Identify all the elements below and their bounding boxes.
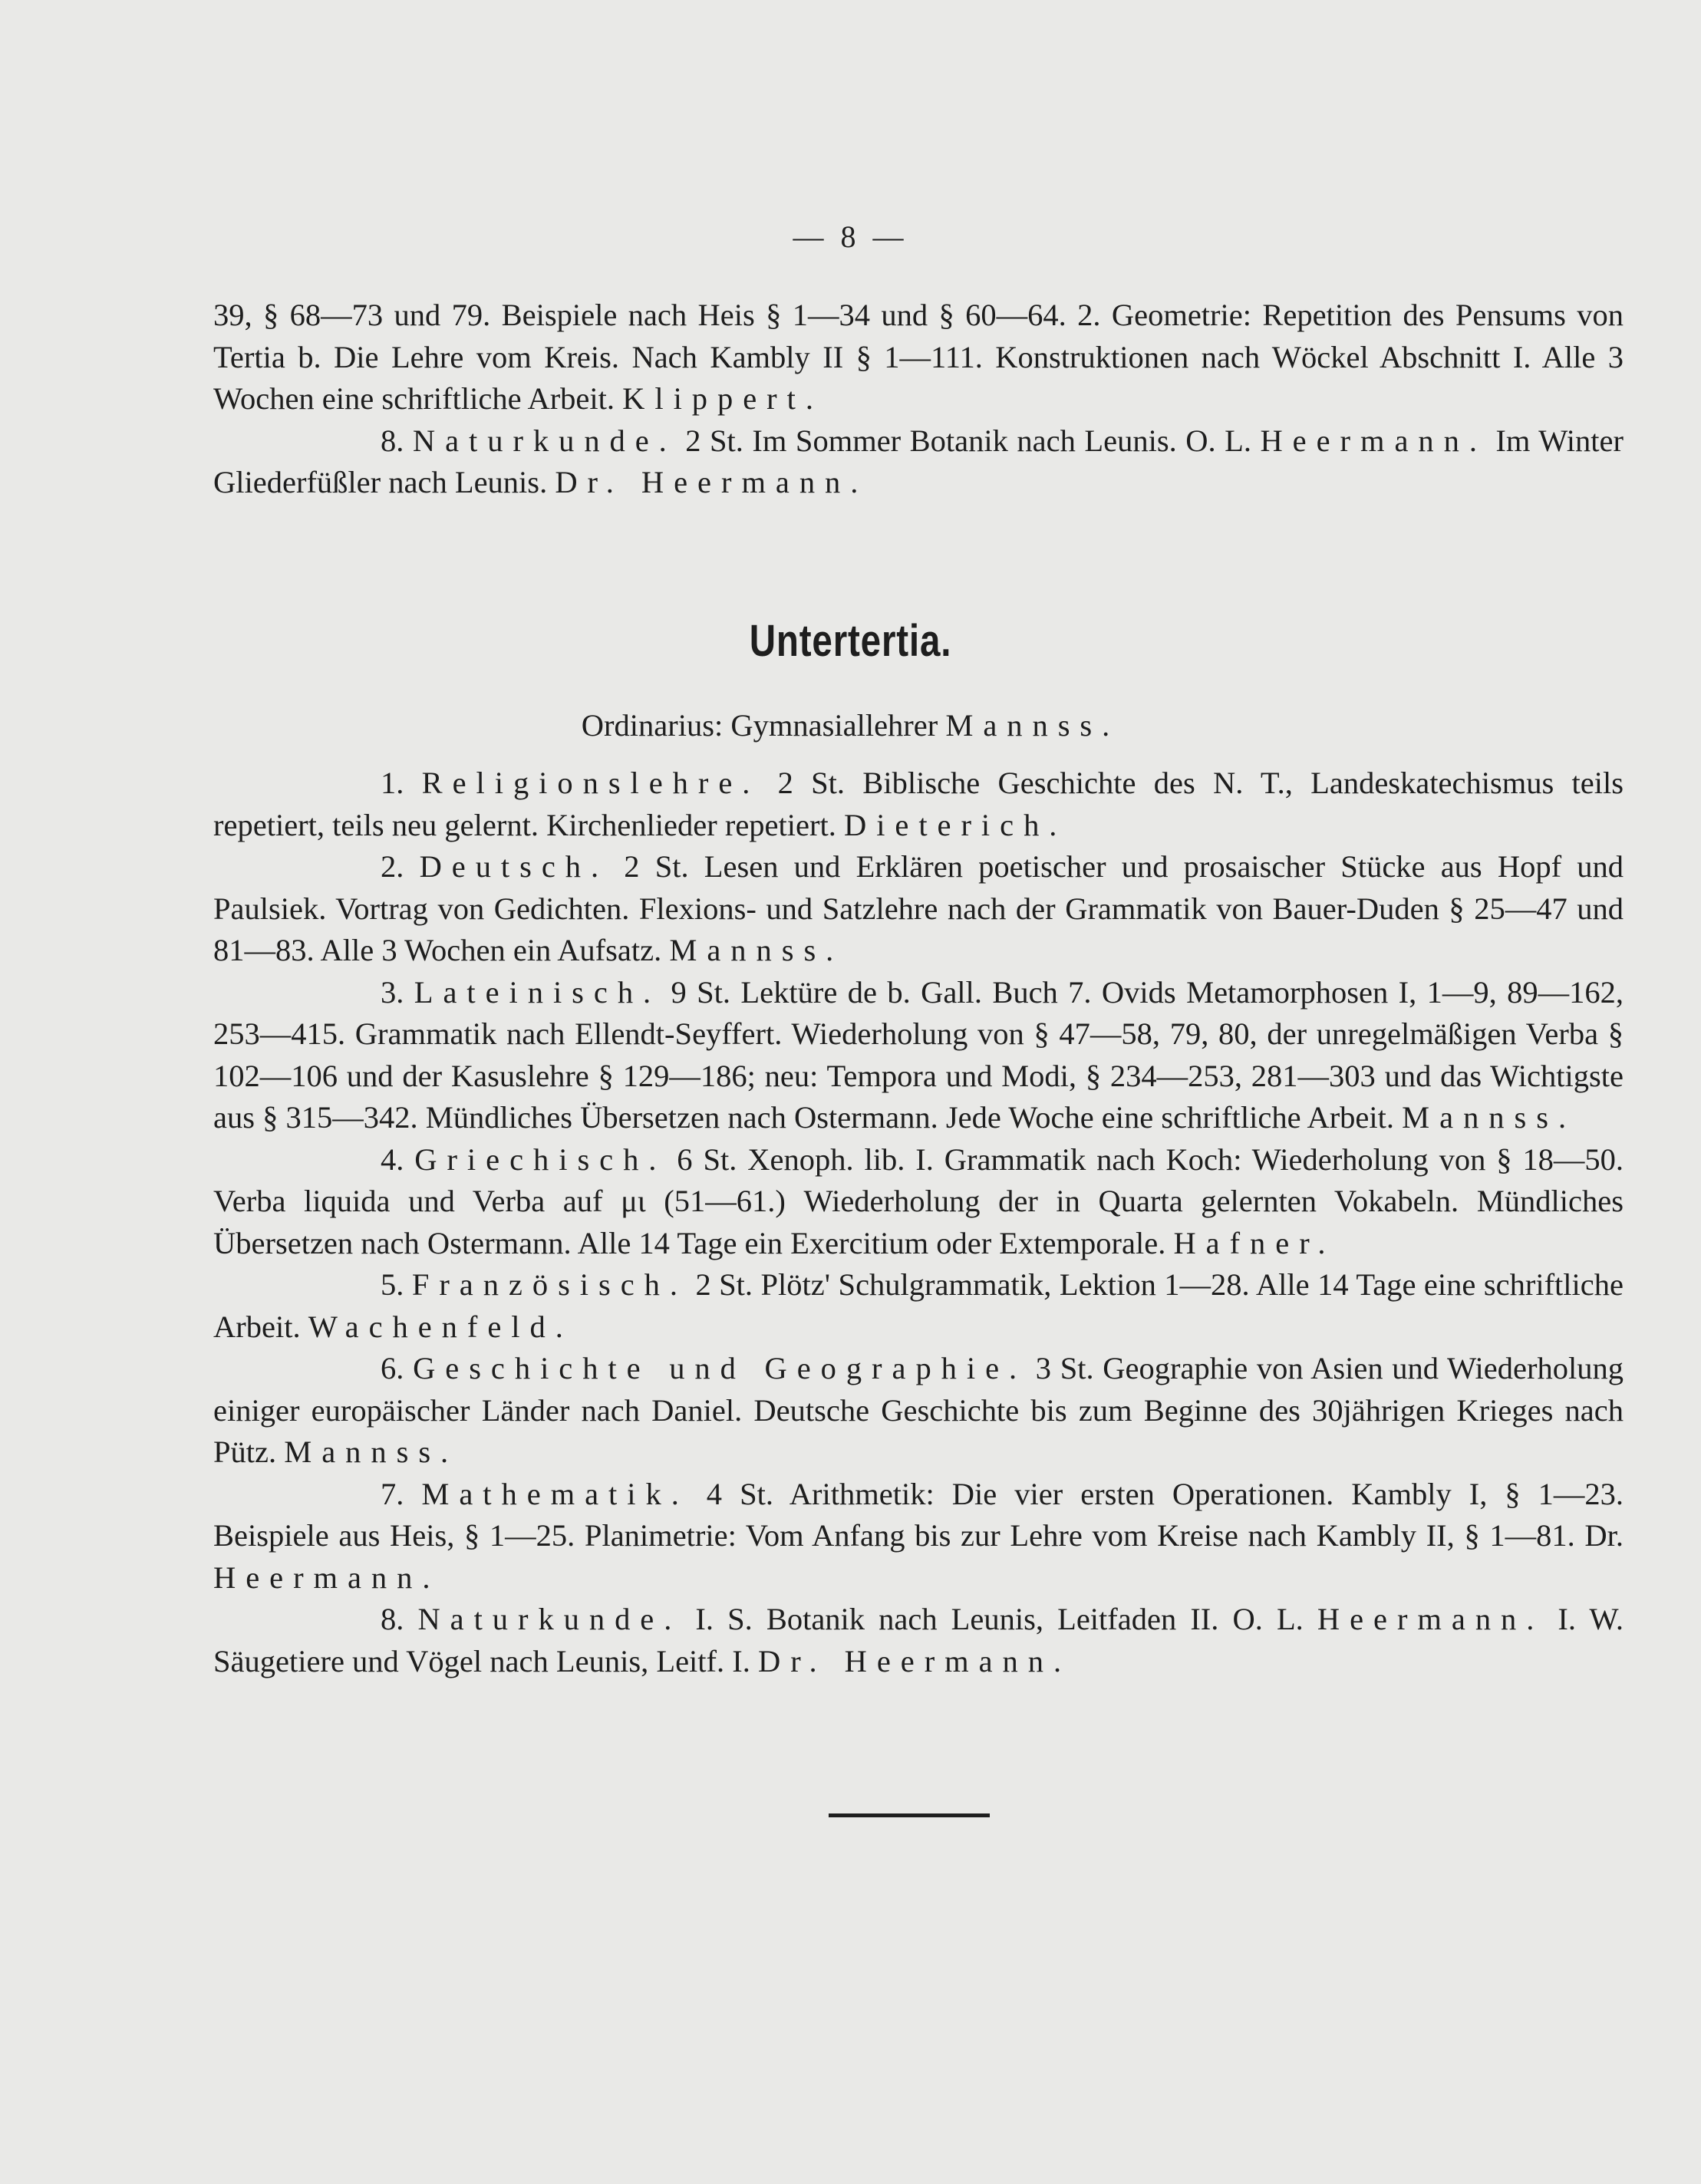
entry-text: 2 St. Lesen und Erklären poetischer und prosaischer Stücke aus Hopf und Paulsiek. Vortrag von Gedichten. Flexions- und Satzlehre nach der Grammatik von Bauer-Duden § 25—47 und 81—83. Alle 3 Wochen ein Aufsatz. [213,849,1624,967]
previous-section-continuation [213,295,1624,504]
entry-text: I. S. Botanik nach Leunis, Leitfaden II. O. L. [681,1602,1317,1636]
entry-text: Im Winter Gliederfüßler nach Leunis. [213,423,1624,499]
entry-number: 4. [381,1141,415,1177]
section-end-rule [829,1813,990,1817]
teacher-name: Heermann. [1260,423,1487,458]
entry-text: I. W. Säugetiere und Vögel nach Leunis, Leitf. I. [213,1602,1624,1678]
subject-name: Naturkunde. [412,423,677,458]
teacher-name: Hafner. [1173,1225,1336,1260]
subject-name: Mathematik. [421,1476,689,1511]
teacher-name: Mannss. [669,933,844,967]
paragraph [213,295,1624,420]
subject-entry [213,846,1624,972]
entry-number: 6. [381,1351,414,1385]
ordinarius-line [0,707,1701,743]
section-title: Untertertia. [749,616,952,666]
entry-text: 4 St. Arithmetik: Die vier ersten Operationen. Kambly I, § 1—23. Beispiele aus Heis, § 1—25. Planimetrie: Vom Anfang bis zur Lehre vom Kreise nach Kambly II, § 1—81. Dr. [213,1476,1624,1553]
paragraph-text: 39, § 68—73 und 79. Beispiele nach Heis § 1—34 und § 60—64. 2. Geometrie: Repetition des Pensums von Tertia b. Die Lehre vom Kreis. Nach Kambly II § 1—111. Konstruktionen nach Wöckel Abschnitt I. Alle 3 Wochen eine schriftliche Arbeit. [213,298,1624,416]
entry-text: 2 St. Im Sommer Botanik nach Leunis. O. L. [676,423,1261,458]
entry-number: 8. [381,1602,418,1636]
teacher-name: Dr. Heermann. [555,465,869,499]
subject-entry [213,763,1624,846]
subject-entry [213,1139,1624,1265]
subject-list [213,763,1624,1682]
entry-text: 3 St. Geographie von Asien und Wiederholung einiger europäischer Länder nach Daniel. Deutsche Geschichte bis zum Beginne des 30jährigen Krieges nach Pütz. [213,1351,1624,1469]
subject-name: Deutsch. [419,849,609,884]
entry-text: 6 St. Xenoph. lib. I. Grammatik nach Koch: Wiederholung von § 18—50. Verba liquida und Verba auf μι (51—61.) Wiederholung der in Quarta gelernten Vokabeln. Mündliches Übersetzen nach Ostermann. Alle 14 Tage ein Exercitium oder Extemporale. [213,1141,1624,1260]
teacher-name: Dieterich. [843,807,1067,842]
teacher-name: Heermann. [213,1560,440,1595]
entry-text: 2 St. Biblische Geschichte des N. T., Landeskatechismus teils repetiert, teils neu gelernt. Kirchenlieder repetiert. [213,766,1624,842]
subject-entry [213,972,1624,1139]
entry-text: 2 St. Plötz' Schulgrammatik, Lektion 1—28. Alle 14 Tage eine schriftliche Arbeit. [213,1267,1624,1344]
entry-number: 2. [381,849,420,884]
teacher-name: Mannss. [945,708,1120,743]
subject-entry [213,1264,1624,1348]
teacher-name: Heermann. [1317,1602,1544,1636]
subject-name: Lateinisch. [414,974,661,1010]
entry-number: 5. [381,1267,412,1302]
teacher-name: Klippert. [622,381,823,416]
subject-entry [213,1599,1624,1682]
entry-number: 3. [381,974,414,1010]
teacher-name: Dr. Heermann. [758,1643,1072,1678]
subject-name: Französisch. [411,1267,687,1302]
teacher-name: Mannss. [284,1435,459,1469]
subject-name: Geschichte und Geographie. [413,1351,1027,1385]
subject-entry [213,420,1624,504]
ordinarius-label: Ordinarius: Gymnasiallehrer [581,708,946,743]
teacher-name: Wachenfeld. [308,1309,573,1344]
teacher-name: Mannss. [1402,1100,1577,1135]
entry-number: 1. [381,766,422,800]
subject-name: Naturkunde. [417,1602,682,1636]
subject-name: Griechisch. [414,1141,667,1177]
subject-entry [213,1348,1624,1474]
entry-number: 7. [381,1476,422,1511]
subject-entry [213,1474,1624,1599]
page-number: — 8 — [793,219,908,254]
entry-number: 8. [381,423,413,458]
subject-name: Religionslehre. [421,766,760,800]
entry-text: 9 St. Lektüre de b. Gall. Buch 7. Ovids Metamorphosen I, 1—9, 89—162, 253—415. Grammatik nach Ellendt-Seyffert. Wiederholung von § 47—58, 79, 80, der unregelmäßigen Verba § 102—106 und der Kasuslehre § 129—186; neu: Tempora und Modi, § 234—253, 281—303 und das Wichtigste aus § 315—342. Mündliches Übersetzen nach Ostermann. Jede Woche eine schriftliche Arbeit. [213,974,1624,1135]
